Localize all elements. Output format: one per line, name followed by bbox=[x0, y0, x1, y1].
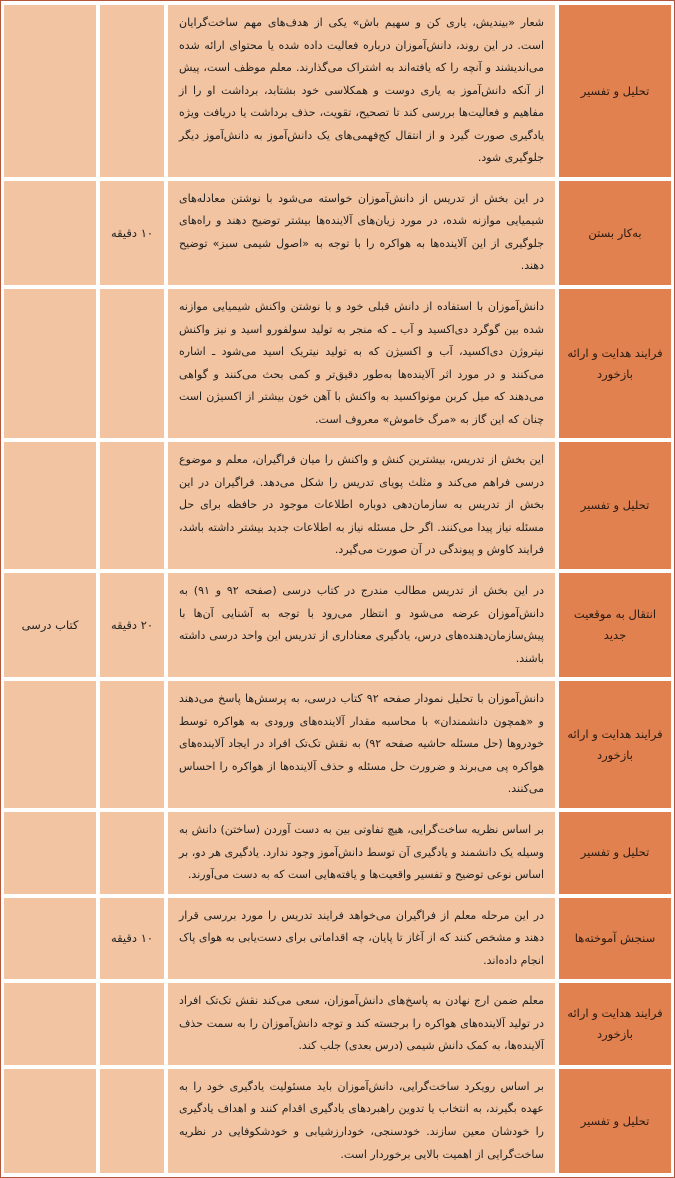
time-cell bbox=[100, 442, 164, 569]
stage-cell: سنجش آموخته‌ها bbox=[559, 898, 671, 980]
description-cell: شعار «بیندیش، یاری کن و سهیم باش» یکی از هدف‌های مهم ساخت‌گرایان است. در این روند، دانش‌آموزان درباره فعالیت داده شده یا محتوای ارائه شده می‌اندیشند و آنچه را که یافته‌اند به اشتراک می‌گذارند. معلم موظف است، پیش از آنکه دانش‌آموز به یاری دوست و همکلاسی خود بشتابد، برداشت او را از مفاهیم و فعالیت‌ها بررسی کند تا تصحیح، تقویت، حذف برداشت یا دریافت ویژه یادگیری صورت گیرد و از انتقال کج‌فهمی‌های یک دانش‌آموز به دانش‌آموز دیگر جلوگیری شود. bbox=[168, 5, 555, 177]
stage-cell: فرایند هدایت و ارائه بازخورد bbox=[559, 289, 671, 438]
description-cell: در این بخش از تدریس از دانش‌آموزان خواسته می‌شود با نوشتن معادله‌های شیمیایی موازنه شده، در مورد زیان‌های آلاینده‌ها بیشتر توضیح دهند و راه‌های جلوگیری از این آلاینده‌ها به هواکره را با توجه به «اصول شیمی سبز» توضیح دهند. bbox=[168, 181, 555, 285]
table-row bbox=[4, 983, 671, 1065]
resource-cell bbox=[4, 681, 96, 808]
stage-cell: تحلیل و تفسیر bbox=[559, 1069, 671, 1173]
description-cell: بر اساس رویکرد ساخت‌گرایی، دانش‌آموزان باید مسئولیت یادگیری خود را به عهده بگیرند، به انتخاب یا تدوین راهبردهای یادگیری اقدام کنند و اهداف یادگیری را خودشان معین سازند. خودسنجی، خودارزشیابی و خودشکوفایی در نظریه ساخت‌گرایی از اهمیت بالایی برخوردار است. bbox=[168, 1069, 555, 1173]
stage-cell: تحلیل و تفسیر bbox=[559, 442, 671, 569]
resource-cell bbox=[4, 442, 96, 569]
resource-cell bbox=[4, 289, 96, 438]
table-row bbox=[4, 442, 671, 569]
table-row bbox=[4, 289, 671, 438]
stage-cell: تحلیل و تفسیر bbox=[559, 5, 671, 177]
time-cell bbox=[100, 983, 164, 1065]
resource-cell bbox=[4, 1069, 96, 1173]
stage-cell: فرایند هدایت و ارائه بازخورد bbox=[559, 681, 671, 808]
time-cell bbox=[100, 812, 164, 894]
time-cell: ۱۰ دقیقه bbox=[100, 898, 164, 980]
time-cell bbox=[100, 1069, 164, 1173]
stage-cell: فرایند هدایت و ارائه بازخورد bbox=[559, 983, 671, 1065]
table-row bbox=[4, 681, 671, 808]
resource-cell bbox=[4, 812, 96, 894]
description-cell: دانش‌آموزان با استفاده از دانش قبلی خود و با نوشتن واکنش شیمیایی موازنه شده بین گوگرد دی‌اکسید و آب ـ که منجر به تولید سولفورو اسید و نیز واکنش نیتروژن دی‌اکسید، آب و اکسیژن که به تولید نیتریک اسید می‌شود ـ اشاره می‌کنند و در مورد اثر آلاینده‌ها به‌طور دقیق‌تر و کمی بحث می‌کنند و گواهی می‌دهند که میل کربن مونواکسید به واکنش با آهن خون بیشتر از اکسیژن است چنان که این گاز به «مرگ خاموش» معروف است. bbox=[168, 289, 555, 438]
resource-cell bbox=[4, 898, 96, 980]
table-row bbox=[4, 1069, 671, 1173]
stage-cell: تحلیل و تفسیر bbox=[559, 812, 671, 894]
description-cell: بر اساس نظریه ساخت‌گرایی، هیچ تفاوتی بین به دست آوردن (ساختن) دانش به وسیله یک دانشمند و یادگیری آن توسط دانش‌آموز وجود ندارد. یادگیری هر دو، بر اساس نوعی توضیح و تفسیر واقعیت‌ها و یافته‌هایی است که به دست می‌آورند. bbox=[168, 812, 555, 894]
description-cell: دانش‌آموزان با تحلیل نمودار صفحه ۹۲ کتاب درسی، به پرسش‌ها پاسخ می‌دهند و «همچون دانشمندان» با محاسبه مقدار آلاینده‌های ورودی به هواکره توسط خودروها (حل مسئله حاشیه صفحه ۹۲) به نقش تک‌تک افراد در ایجاد آلاینده‌های هواکره پی می‌برند و ضرورت حل مسئله و حذف آلاینده‌ها از هواکره را احساس می‌کنند. bbox=[168, 681, 555, 808]
time-cell bbox=[100, 5, 164, 177]
time-cell: ۱۰ دقیقه bbox=[100, 181, 164, 285]
time-cell: ۲۰ دقیقه bbox=[100, 573, 164, 677]
description-cell: در این بخش از تدریس مطالب مندرج در کتاب درسی (صفحه ۹۲ و ۹۱) به دانش‌آموزان عرضه می‌شود و انتظار می‌رود با توجه به آشنایی آن‌ها با پیش‌سازمان‌دهنده‌های درس، یادگیری معناداری از تدریس این واحد درسی داشته باشند. bbox=[168, 573, 555, 677]
table-row bbox=[4, 812, 671, 894]
resource-cell bbox=[4, 5, 96, 177]
stage-cell: به‌کار بستن bbox=[559, 181, 671, 285]
description-cell: معلم ضمن ارج نهادن به پاسخ‌های دانش‌آموزان، سعی می‌کند نقش تک‌تک افراد در تولید آلاینده‌های هواکره را برجسته کند و توجه دانش‌آموزان را به سمت حذف آلاینده‌ها، به کمک دانش شیمی (درس بعدی) جلب کند. bbox=[168, 983, 555, 1065]
description-cell: این بخش از تدریس، بیشترین کنش و واکنش را میان فراگیران، معلم و موضوع درسی فراهم می‌کند و مثلث پویای تدریس را شکل می‌دهد. فراگیران در این بخش از تدریس به سازمان‌دهی دوباره اطلاعات موجود در حافظه برای حل مسئله نیاز پیدا می‌کنند. اگر حل مسئله نیاز به اطلاعات جدید بیشتر داشته باشد، فرایند کاوش و پیوندگی در آن صورت می‌گیرد. bbox=[168, 442, 555, 569]
resource-cell: کتاب درسی bbox=[4, 573, 96, 677]
table-row bbox=[4, 898, 671, 980]
time-cell bbox=[100, 289, 164, 438]
table-row bbox=[4, 573, 671, 677]
table-row bbox=[4, 5, 671, 177]
resource-cell bbox=[4, 983, 96, 1065]
stage-cell: انتقال به موقعیت جدید bbox=[559, 573, 671, 677]
resource-cell bbox=[4, 181, 96, 285]
table-row bbox=[4, 181, 671, 285]
time-cell bbox=[100, 681, 164, 808]
description-cell: در این مرحله معلم از فراگیران می‌خواهد فرایند تدریس را مورد بررسی قرار دهند و مشخص کنند که از آغاز تا پایان، چه اقداماتی برای دست‌یابی به هوای پاک انجام داده‌اند. bbox=[168, 898, 555, 980]
